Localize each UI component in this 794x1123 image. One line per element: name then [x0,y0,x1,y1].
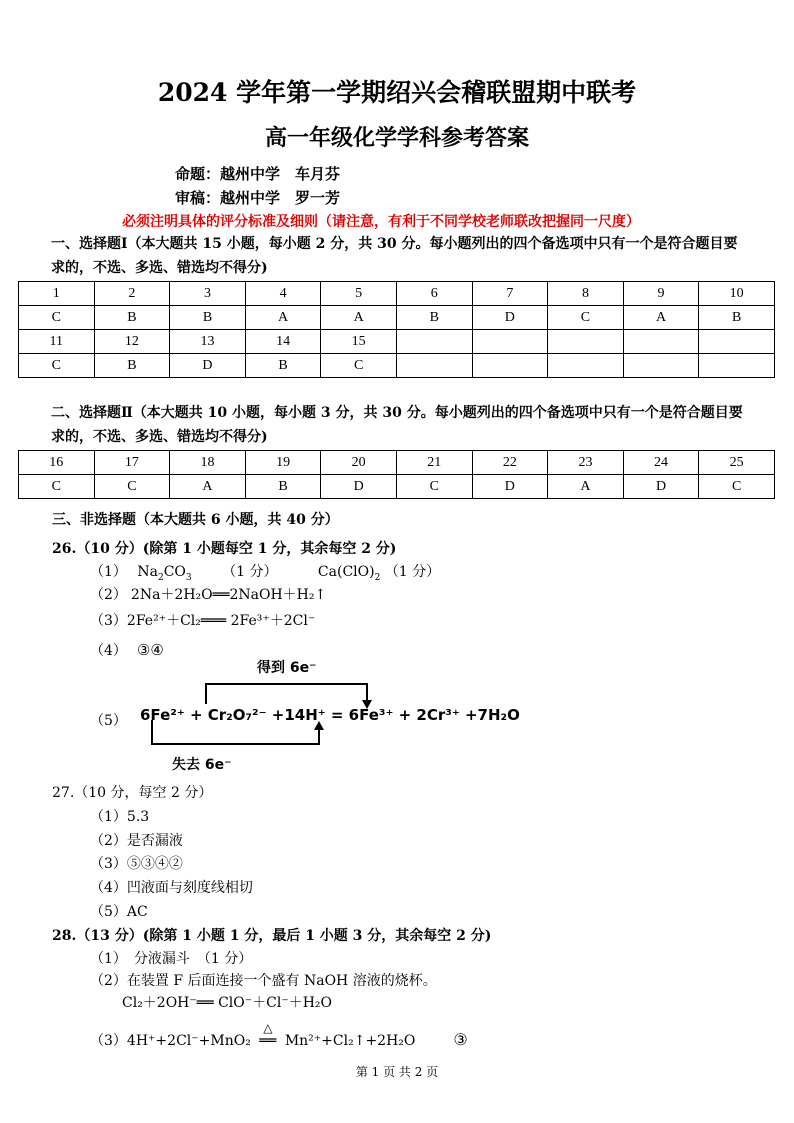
question-number: 9 [623,282,699,306]
question-number: 17 [94,451,170,475]
formula-sub: 3 [185,572,192,583]
question-number: 16 [19,451,95,475]
question-number: 6 [396,282,472,306]
empty-cell [472,330,548,354]
answer-cell: D [472,475,548,499]
score-note: （1 分） [384,564,441,580]
formula-na2co3 [137,564,192,583]
answer-cell: B [170,306,246,330]
answer-cell: B [396,306,472,330]
question-number: 22 [472,451,548,475]
question-number: 18 [170,451,246,475]
answer-cell: A [623,306,699,330]
table-row [19,282,775,306]
formula-sub: 2 [157,572,164,583]
answer-cell: C [321,354,397,378]
empty-cell [396,330,472,354]
equation: 2Fe²⁺＋Cl₂═══ 2Fe³⁺＋2Cl⁻ [126,613,316,629]
answer-cell: A [170,475,246,499]
answer-cell: C [94,475,170,499]
q27-header: 27.（10 分，每空 2 分） [52,785,213,801]
table-row [19,475,775,499]
question-number: 1 [19,282,95,306]
empty-cell [548,354,624,378]
list-item: （1）5.3 [90,809,150,825]
equation-left: 4H⁺+2Cl⁻+MnO₂ [126,1033,251,1049]
answer-cell: A [245,306,321,330]
section3-heading: 三、非选择题（本大题共 6 小题，共 40 分） [52,512,339,528]
formula-caclo2 [317,564,381,583]
question-number: 3 [170,282,246,306]
answer-cell: C [19,354,95,378]
question-number: 25 [699,451,775,475]
table-row [19,354,775,378]
question-number: 8 [548,282,624,306]
item-label: （2） [90,587,127,603]
answer-cell: B [245,354,321,378]
empty-cell [548,330,624,354]
answer-cell: D [170,354,246,378]
empty-cell [699,354,775,378]
answer-table-2 [18,450,775,499]
question-number: 5 [321,282,397,306]
reviewer-line: 审稿：越州中学 罗一芳 [175,189,341,207]
question-number: 4 [245,282,321,306]
table-row [19,451,775,475]
q26-item-1 [90,561,440,583]
answer-cell: A [321,306,397,330]
answer-text: ③ [453,1030,468,1049]
empty-cell [396,354,472,378]
question-number: 19 [245,451,321,475]
answer-cell: D [623,475,699,499]
item-label: （3） [90,613,127,629]
q26-item-5-label: （5） [90,713,127,729]
electron-gain-label: 得到 6e⁻ [257,660,317,676]
table-row [19,306,775,330]
question-number: 23 [548,451,624,475]
section2-heading: 二、选择题Ⅱ（本大题共 10 小题，每小题 3 分，共 30 分。每小题列出的四个备选项中只有一个是符合题目要求的，不选、多选、错选均不得分) [51,405,743,445]
equation: 2Na＋2H₂O══2NaOH＋H₂↑ [130,587,327,603]
question-number: 11 [19,330,95,354]
question-number: 2 [94,282,170,306]
question-number: 10 [699,282,775,306]
formula-text: Ca(ClO) [317,564,375,580]
empty-cell [623,330,699,354]
table-row [19,330,775,354]
gain-bracket [206,684,367,704]
formula-sub: 2 [374,572,381,583]
q28-header: 28.（13 分）(除第 1 小题 1 分，最后 1 小题 3 分，其余每空 2 分) [52,928,492,944]
answer-cell: C [19,306,95,330]
answer-cell: D [472,306,548,330]
answer-table-1 [18,281,775,378]
electron-loss-label: 失去 6e⁻ [172,757,232,773]
answer-text: ③④ [136,641,164,659]
answer-cell: C [396,475,472,499]
answer-cell: B [94,354,170,378]
question-number: 21 [396,451,472,475]
q26-item-3 [90,610,315,630]
q28-item-1: （1） 分液漏斗 （1 分） [90,951,253,967]
empty-cell [623,354,699,378]
question-number: 14 [245,330,321,354]
list-item: （3）⑤③④② [90,856,183,872]
item-label: （1） [90,564,127,580]
answer-cell: C [699,475,775,499]
q28-item-2: （2）在装置 F 后面连接一个盛有 NaOH 溶液的烧杯。 [90,973,437,989]
answer-cell: B [699,306,775,330]
formula-text: Na [137,564,158,580]
question-number: 13 [170,330,246,354]
page-footer: 第 1 页 共 2 页 [355,1065,439,1079]
q28-item-3 [90,1021,468,1050]
answer-cell: B [94,306,170,330]
item-label: （3） [90,1033,127,1049]
item-label: （4） [90,643,127,659]
redox-equation: 6Fe²⁺ + Cr₂O₇²⁻ +14H⁺ = 6Fe³⁺ + 2Cr³⁺ +7H₂O [140,706,520,724]
answer-cell: C [19,475,95,499]
q26-item-2 [90,584,326,604]
empty-cell [472,354,548,378]
formula-text: CO [163,564,186,580]
answer-cell: B [245,475,321,499]
equation-right: Mn²⁺+Cl₂↑+2H₂O [284,1033,416,1049]
question-number: 12 [94,330,170,354]
page-title: 2024 学年第一学期绍兴会稽联盟期中联考 [157,78,637,107]
empty-cell [699,330,775,354]
question-number: 15 [321,330,397,354]
answer-cell: A [548,475,624,499]
list-item: （2）是否漏液 [90,833,183,849]
list-item: （5）AC [90,904,148,920]
answer-cell: D [321,475,397,499]
section1-heading: 一、选择题Ⅰ（本大题共 15 小题，每小题 2 分，共 30 分。每小题列出的四个备选项中只有一个是符合题目要求的，不选、多选、错选均不得分) [51,236,738,276]
heat-symbol: △ [263,1021,273,1035]
page-subtitle: 高一年级化学学科参考答案 [264,125,529,151]
q26-header: 26.（10 分）(除第 1 小题每空 1 分，其余每空 2 分) [52,541,397,557]
author-line: 命题：越州中学 车月芬 [175,165,341,183]
list-item: （4）凹液面与刻度线相切 [90,880,253,896]
q26-item-4 [90,640,164,660]
answer-cell: C [548,306,624,330]
grading-notice: 必须注明具体的评分标准及细则（请注意，有利于不同学校老师联改把握同一尺度） [122,214,640,230]
q28-item-2-equation: Cl₂＋2OH⁻══ ClO⁻＋Cl⁻＋H₂O [122,995,333,1011]
question-number: 24 [623,451,699,475]
heat-condition: △ ══ [251,1033,285,1049]
score-note: （1 分） [222,564,278,580]
question-number: 20 [321,451,397,475]
question-number: 7 [472,282,548,306]
